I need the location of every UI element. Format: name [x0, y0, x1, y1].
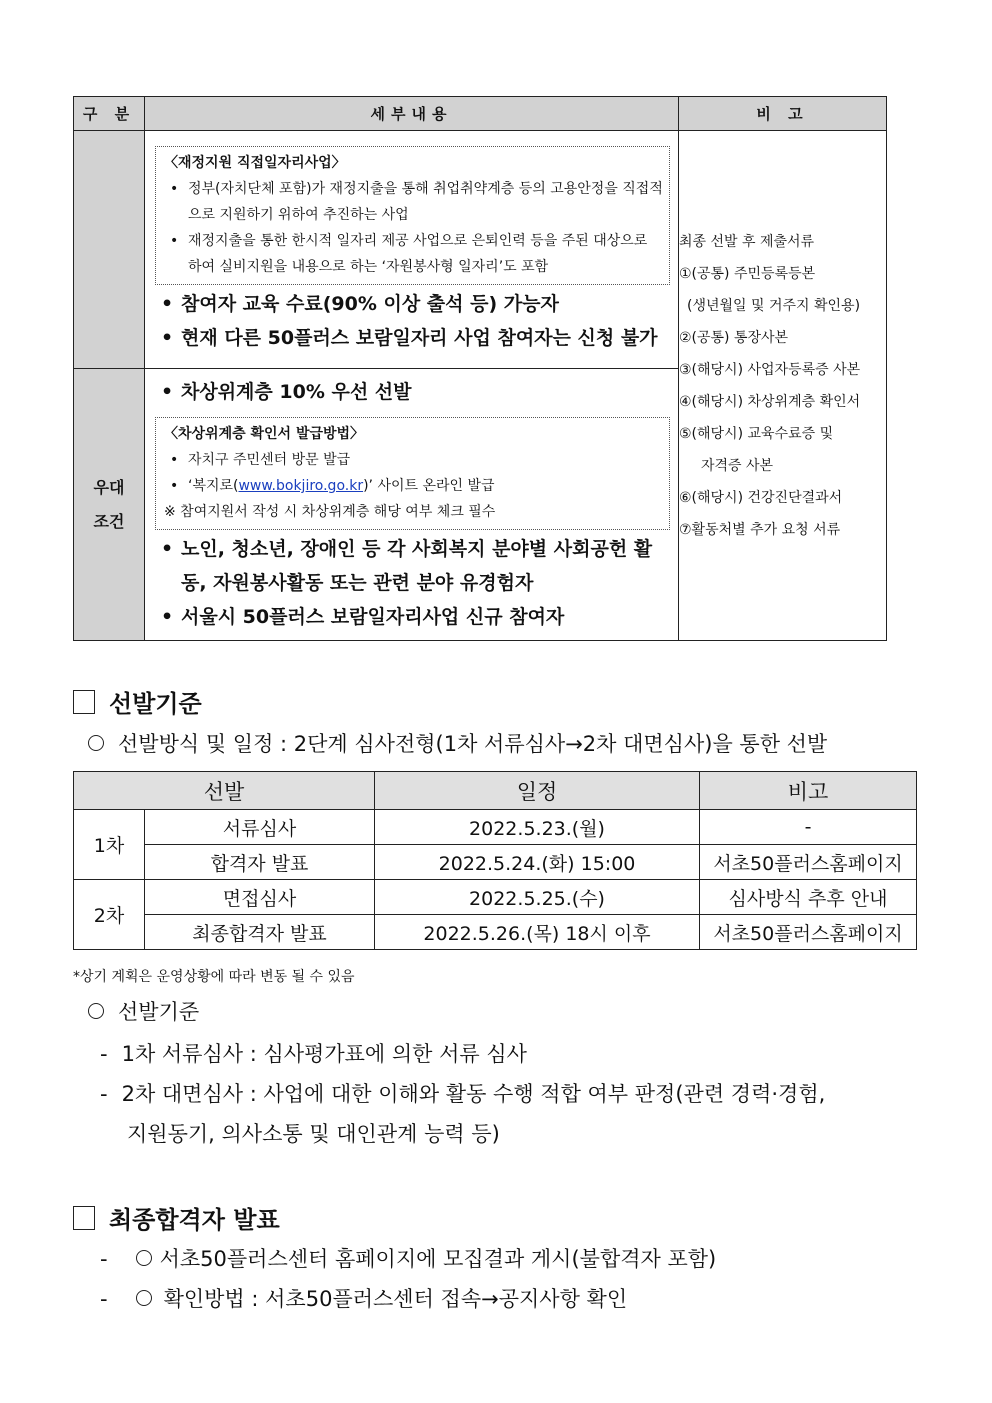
heading-text: 최종합격자 발표 [109, 1206, 280, 1234]
circle-bullet-icon [88, 735, 104, 751]
schedule-table [73, 771, 917, 950]
dash-bullet: - [100, 1247, 108, 1271]
header-remarks: 비 고 [679, 97, 887, 131]
text: ‘복지로( [188, 478, 239, 494]
remarks-item: ⑥(해당시) 건강진단결과서 [679, 489, 843, 506]
date-cell: 2022.5.26.(목) 18시 이후 [375, 915, 700, 950]
category-label: 조건 [93, 511, 125, 531]
criteria-title-line [88, 996, 199, 1026]
table-row [74, 131, 887, 369]
step-cell: 서류심사 [145, 810, 375, 845]
remarks-item: ⑦활동처별 추가 요청 서류 [679, 521, 841, 538]
footnote: *상기 계획은 운영상황에 따라 변동 될 수 있음 [73, 969, 355, 985]
step-cell: 합격자 발표 [145, 845, 375, 880]
date-cell: 2022.5.23.(월) [375, 810, 700, 845]
remarks-item: (생년월일 및 거주지 확인용) [687, 297, 861, 314]
category-cell-preference [74, 369, 145, 641]
text: 2차 대면심사 : 사업에 대한 이해와 활동 수행 적합 여부 판정(관련 경력·경험, [121, 1082, 826, 1106]
list-item: • 서울시 50플러스 보람일자리사업 신규 참여자 [155, 600, 670, 634]
criteria-line [100, 1078, 825, 1108]
dash-bullet: - [100, 1042, 108, 1066]
info-box-title: 〈차상위계층 확인서 발급방법〉 [164, 426, 365, 442]
note-cell: - [700, 810, 917, 845]
list-item: • 재정지출을 통한 한시적 일자리 제공 사업으로 은퇴인력 등을 주된 대상으로 하여 실비지원을 내용으로 하는 ‘자원봉사형 일자리’도 포함 [164, 228, 663, 280]
header-selection: 선발 [74, 772, 375, 810]
info-box-certificate [155, 417, 670, 530]
header-details: 세부내용 [145, 97, 679, 131]
list-item: • 정부(자치단체 포함)가 재정지출을 통해 취업취약계층 등의 고용안정을 직접적으로 지원하기 위하여 추진하는 사업 [164, 176, 663, 228]
criteria-line [100, 1038, 527, 1068]
section-heading-announcement [73, 1200, 280, 1235]
date-cell: 2022.5.25.(수) [375, 880, 700, 915]
remarks-item: ④(해당시) 차상위계층 확인서 [679, 393, 861, 410]
announcement-line [100, 1243, 716, 1273]
dash-bullet: - [100, 1082, 108, 1106]
remarks-item: 자격증 사본 [701, 457, 774, 474]
list-item: • 자치구 주민센터 방문 발급 [164, 447, 663, 473]
list-item: • 노인, 청소년, 장애인 등 각 사회복지 분야별 사회공헌 활동, 자원봉사활동 또는 관련 분야 유경험자 [155, 532, 670, 600]
list-item [164, 473, 663, 499]
list-item: • 차상위계층 10% 우선 선발 [155, 375, 670, 409]
square-bullet-icon [73, 1206, 95, 1230]
remarks-item: ①(공통) 주민등록등본 [679, 265, 816, 282]
text: )’ 사이트 온라인 발급 [363, 478, 495, 494]
info-box-direct-jobs [155, 146, 670, 285]
dash-bullet: - [100, 1287, 108, 1311]
text: 지원동기, 의사소통 및 대인관계 능력 등) [127, 1122, 500, 1146]
header-category: 구 분 [74, 97, 145, 131]
table-header-row [74, 97, 887, 131]
criteria-line-continued [127, 1118, 500, 1148]
circle-bullet-icon [136, 1290, 152, 1306]
info-box-title: 〈재정지원 직접일자리사업〉 [164, 155, 346, 171]
table-header-row [74, 772, 917, 810]
date-cell: 2022.5.24.(화) 15:00 [375, 845, 700, 880]
note-text: ※ 참여지원서 작성 시 차상위계층 해당 여부 체크 필수 [164, 504, 496, 520]
remarks-item: ⑤(해당시) 교육수료증 및 [679, 425, 834, 442]
text: 선발기준 [118, 1000, 200, 1024]
details-cell [145, 369, 679, 641]
table-row [74, 810, 917, 845]
remarks-cell [679, 131, 887, 641]
table-row [74, 880, 917, 915]
category-cell-empty [74, 131, 145, 369]
announcement-line [100, 1283, 627, 1313]
note-cell: 심사방식 추후 안내 [700, 880, 917, 915]
header-note: 비고 [700, 772, 917, 810]
details-cell [145, 131, 679, 369]
remarks-title: 최종 선발 후 제출서류 [679, 233, 815, 250]
text: 1차 서류심사 : 심사평가표에 의한 서류 심사 [121, 1042, 527, 1066]
stage-cell: 2차 [74, 880, 145, 950]
header-schedule: 일정 [375, 772, 700, 810]
remarks-item: ②(공통) 통장사본 [679, 329, 789, 346]
text: 서초50플러스센터 홈페이지에 모집결과 게시(불합격자 포함) [159, 1247, 717, 1271]
step-cell: 면접심사 [145, 880, 375, 915]
table-row [74, 845, 917, 880]
stage-cell: 1차 [74, 810, 145, 880]
circle-bullet-icon [136, 1250, 152, 1266]
category-label: 우대 [93, 477, 125, 497]
square-bullet-icon [73, 690, 95, 714]
list-item: • 현재 다른 50플러스 보람일자리 사업 참여자는 신청 불가 [155, 321, 670, 355]
remarks-item: ③(해당시) 사업자등록증 사본 [679, 361, 861, 378]
note-cell: 서초50플러스홈페이지 [700, 915, 917, 950]
selection-method-line [88, 728, 827, 758]
eligibility-table [73, 96, 887, 641]
bokjiro-link[interactable]: www.bokjiro.go.kr [238, 478, 364, 494]
step-cell: 최종합격자 발표 [145, 915, 375, 950]
list-item: • 참여자 교육 수료(90% 이상 출석 등) 가능자 [155, 287, 670, 321]
circle-bullet-icon [88, 1003, 104, 1019]
section-heading-selection [73, 684, 202, 719]
table-row [74, 915, 917, 950]
heading-text: 선발기준 [109, 690, 202, 718]
note-cell: 서초50플러스홈페이지 [700, 845, 917, 880]
text: 선발방식 및 일정 : 2단계 심사전형(1차 서류심사→2차 대면심사)을 통한 선발 [118, 732, 828, 756]
text: 확인방법 : 서초50플러스센터 접속→공지사항 확인 [163, 1287, 628, 1311]
